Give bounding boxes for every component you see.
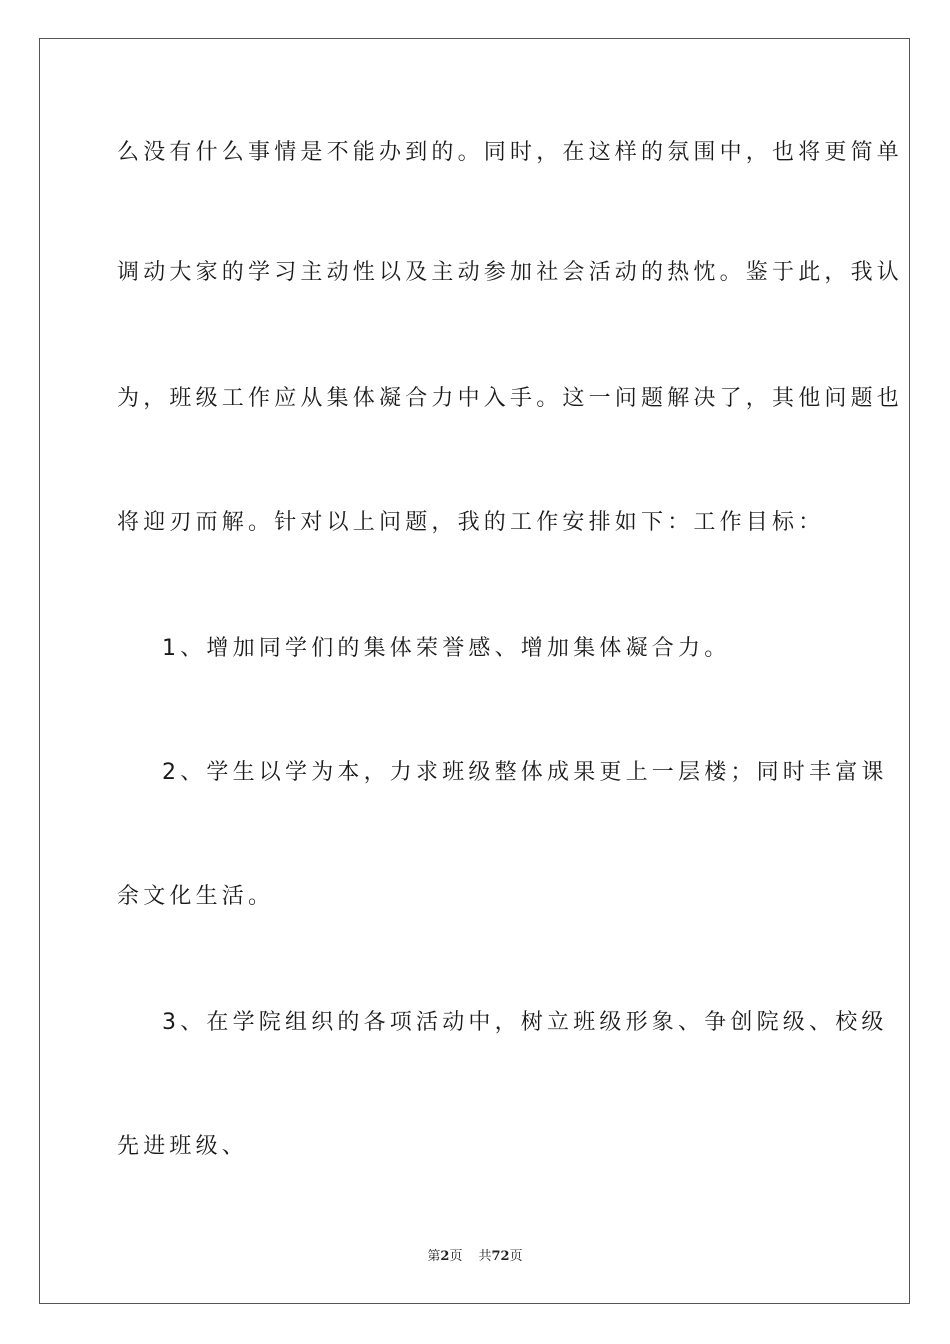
page-footer [0, 1248, 950, 1266]
list-item-3: 3、在学院组织的各项活动中，树立班级形象、争创院级、校级 [162, 1010, 888, 1035]
page-frame [39, 38, 910, 1304]
footer-page-suffix: 页 [449, 1249, 463, 1264]
body-line-3: 为，班级工作应从集体凝合力中入手。这一问题解决了，其他问题也 [117, 386, 904, 411]
footer-total-suffix: 页 [509, 1249, 523, 1264]
list-item-2-continuation: 余文化生活。 [117, 884, 275, 909]
footer-page-number: 2 [440, 1249, 450, 1264]
footer-total-pages: 72 [491, 1249, 510, 1264]
body-line-2: 调动大家的学习主动性以及主动参加社会活动的热忱。鉴于此，我认 [117, 260, 904, 285]
list-item-1: 1、增加同学们的集体荣誉感、增加集体凝合力。 [162, 636, 731, 661]
footer-page-prefix: 第 [427, 1249, 441, 1264]
list-item-2: 2、学生以学为本，力求班级整体成果更上一层楼；同时丰富课 [162, 760, 888, 785]
footer-total-prefix: 共 [478, 1249, 492, 1264]
list-item-3-continuation: 先进班级、 [117, 1134, 249, 1159]
body-line-4: 将迎刃而解。针对以上问题，我的工作安排如下：工作目标： [117, 510, 825, 535]
body-line-1: 么没有什么事情是不能办到的。同时，在这样的氛围中，也将更简单 [117, 140, 904, 165]
